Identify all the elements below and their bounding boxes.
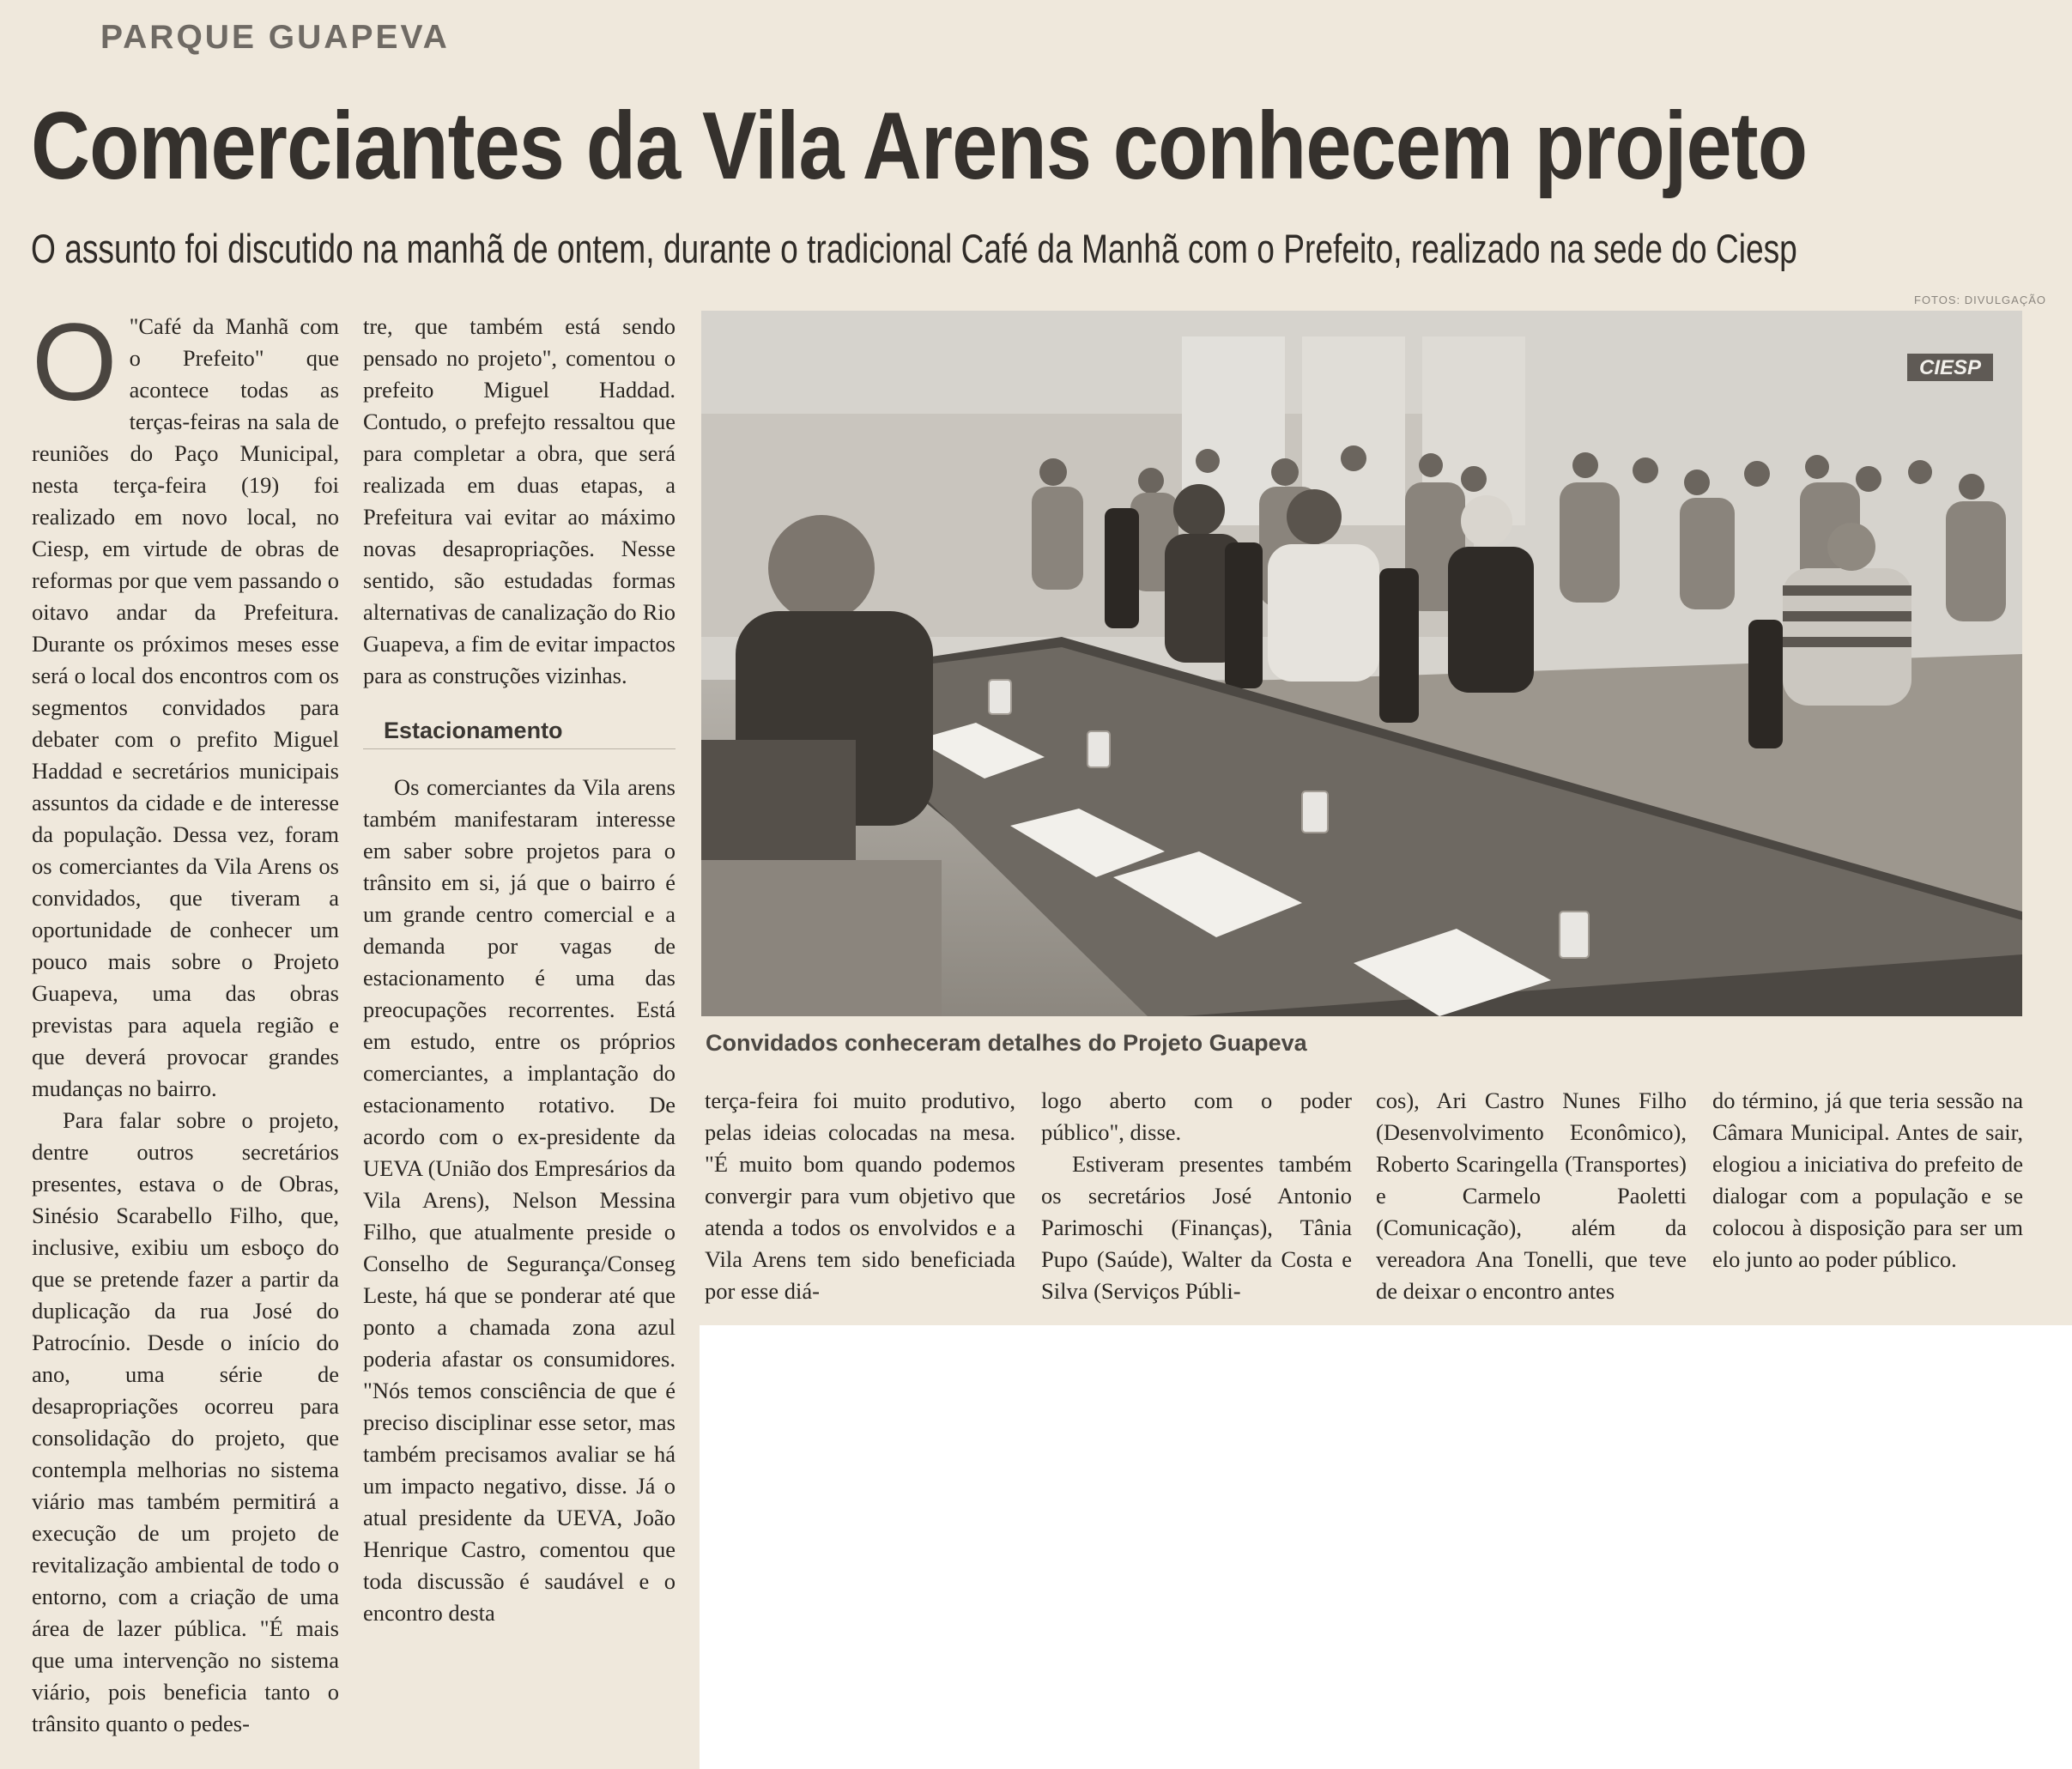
ciesp-logo: CIESP — [1918, 356, 1982, 379]
paragraph: Os comerciantes da Vila arens também manifestaram interesse em saber sobre projetos para o trânsito em si, já que o bairro é um grande centro comercial e a demanda por vagas de estacionamento é uma das preocupações recorrentes. Está em estudo, entre os próprios comerciantes, a implantação do estacionamento rotativo. De acordo com o ex-presidente da UEVA (União dos Empresários da Vila Arens), Nelson Messina Filho, que atualmente preside o Conselho de Segurança/Conseg Leste, há que se ponderar até que ponto a chamada zona azul poderia afastar os consumidores. "Nós temos consciência de que é preciso disciplinar esse setor, mas também precisamos avaliar se há um impacto negativo, disse. Já o atual presidente da UEVA, João Henrique Castro, comentou que toda discussão é saudável e o encontro desta — [363, 774, 676, 1626]
paragraph: terça-feira foi muito produtivo, pelas ideias colocadas na mesa. "É muito bom quando podemos convergir para vum objetivo que atenda a todos os envolvidos e a Vila Arens tem sido beneficiada por esse diá- — [705, 1087, 1015, 1304]
paragraph: cos), Ari Castro Nunes Filho (Desenvolvimento Econômico), Roberto Scaringella (Transportes) e Carmelo Paoletti (Comunicação), além da vereadora Ana Tonelli, que teve de deixar o encontro antes — [1376, 1087, 1687, 1304]
headline: Comerciantes da Vila Arens conhecem projeto — [31, 93, 1808, 199]
paragraph: Estiveram presentes também os secretários José Antonio Parimoschi (Finanças), Tânia Pupo (Saúde), Walter da Costa e Silva (Serviços Públi- — [1041, 1151, 1352, 1304]
article-column-2 — [363, 311, 676, 1629]
article-column-6 — [1712, 1085, 2023, 1275]
paragraph: "Café da Manhã com o Prefeito" que acontece todas as terças-feiras na sala de reuniões do Paço Municipal, nesta terça-feira (19) foi realizado em novo local, no Ciesp, em virtude de obras de reformas por que vem passando o oitavo andar da Prefeitura. Durante os próximos meses esse será o local dos encontros com os segmentos convidados para debater com o prefito Miguel Haddad e secretários municipais assuntos da cidade e de interesse da população. Dessa vez, foram os comerciantes da Vila Arens os convidados, que tiveram a oportunidade de conhecer um pouco mais sobre o Projeto Guapeva, uma das obras previstas para aquela região e que deverá provocar grandes mudanças no bairro. — [32, 313, 339, 1101]
subheadline: O assunto foi discutido na manhã de ontem, durante o tradicional Café da Manhã com o Prefeito, realizado na sede do Ciesp — [31, 226, 1797, 271]
photo-credit: FOTOS: DIVULGAÇÃO — [1914, 294, 2047, 306]
article-column-5 — [1376, 1085, 1687, 1307]
article-column-1 — [32, 301, 339, 1740]
section-subtitle: Estacionamento — [363, 716, 676, 749]
paragraph: logo aberto com o poder público", disse. — [1041, 1087, 1352, 1145]
photo-caption: Convidados conheceram detalhes do Projeto Guapeva — [706, 1030, 1307, 1056]
dropcap: O — [32, 301, 118, 424]
meeting-photo — [701, 311, 2022, 1016]
paragraph: tre, que também está sendo pensado no projeto", comentou o prefeito Miguel Haddad. Contudo, o prefejto ressaltou que para completar a obra, que será realizada em duas etapas, a Prefeitura vai evitar ao máximo novas desapropriações. Nesse sentido, são estudadas formas alternativas de canalização do Rio Guapeva, a fim de evitar impactos para as construções vizinhas. — [363, 313, 676, 688]
article-column-3 — [705, 1085, 1015, 1307]
section-label: PARQUE GUAPEVA — [100, 19, 450, 56]
article-column-4 — [1041, 1085, 1352, 1307]
paragraph: Para falar sobre o projeto, dentre outros secretários presentes, estava o de Obras, Sinésio Scarabello Filho, que, inclusive, exibiu um esboço do que se pretende fazer a partir da duplicação da rua José do Patrocínio. Desde o início do ano, uma série de desapropriações ocorreu para consolidação do projeto, que contempla melhorias no sistema viário mas também permitirá a execução de um projeto de revitalização ambiental de todo o entorno, com a criação de uma área de lazer pública. "É mais que uma intervenção no sistema viário, pois beneficia tanto o trânsito quanto o pedes- — [32, 1107, 339, 1736]
paragraph: do término, já que teria sessão na Câmara Municipal. Antes de sair, elogiou a iniciativa do prefeito de dialogar com a população e se colocou à disposição para ser um elo junto ao poder público. — [1712, 1087, 2023, 1272]
